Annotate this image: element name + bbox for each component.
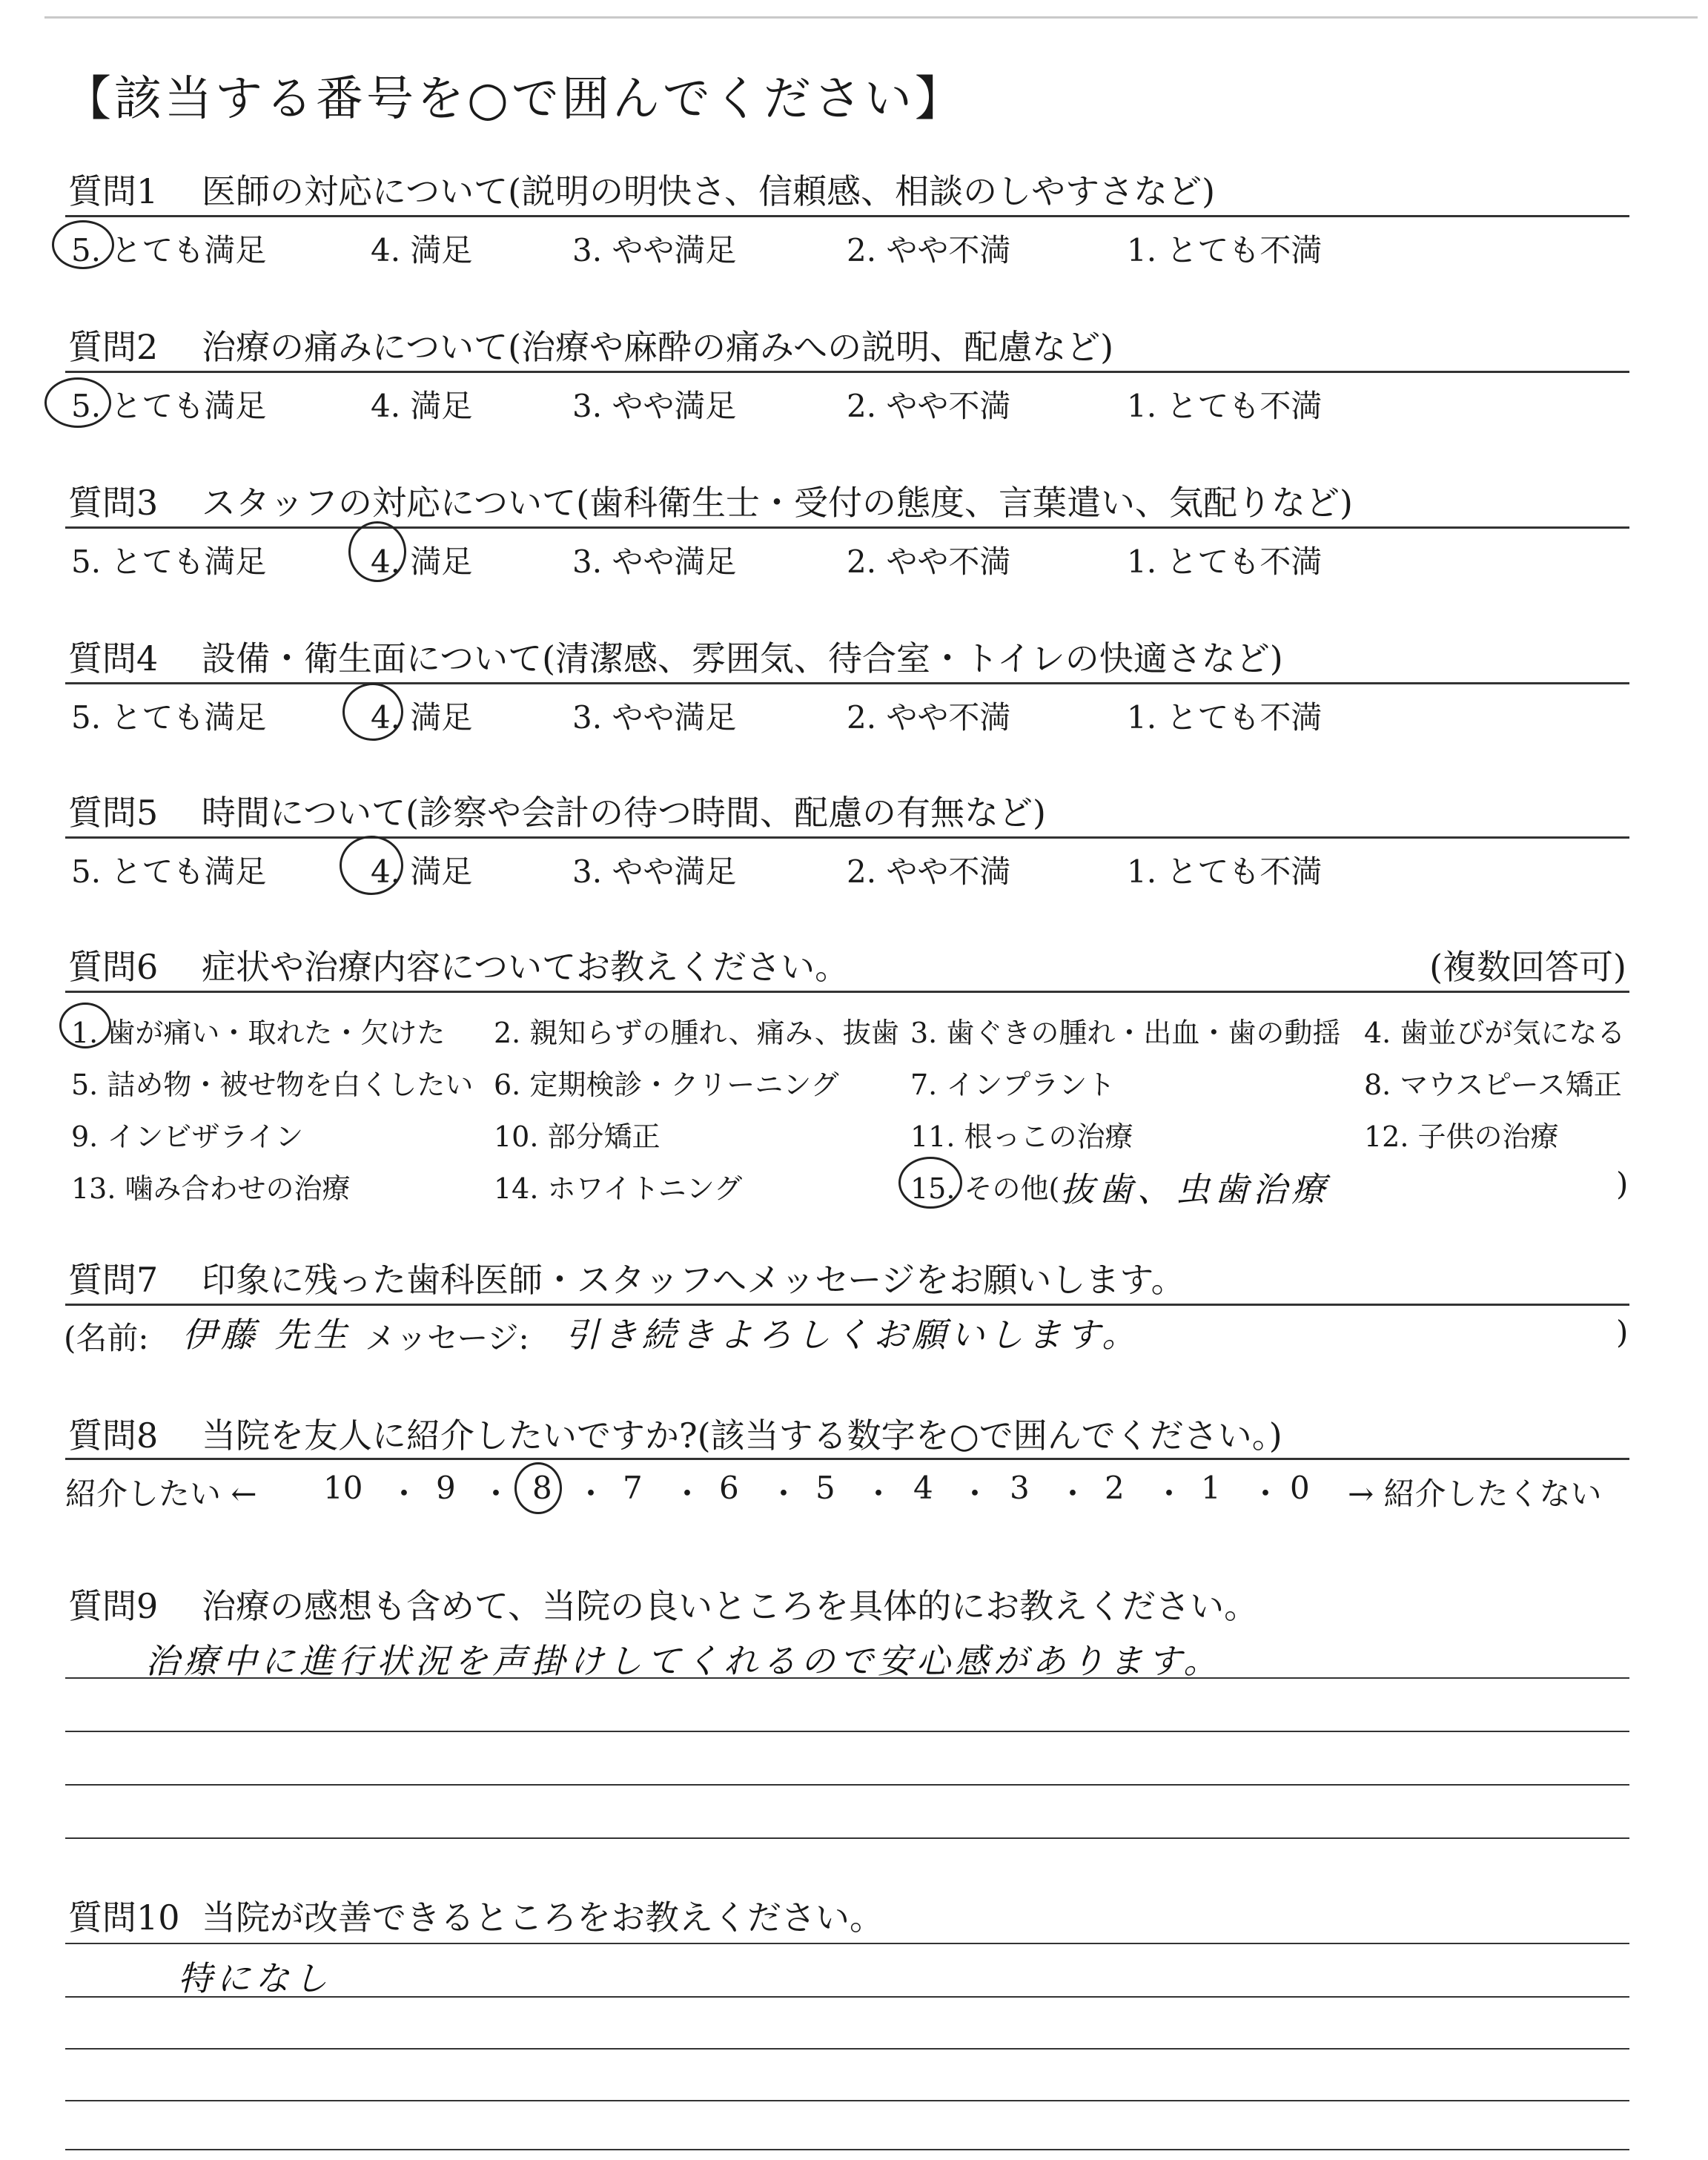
question-number: 質問1 bbox=[68, 171, 159, 211]
scale-separator: ・ bbox=[1057, 1476, 1089, 1512]
rating-options-q4 bbox=[0, 693, 1708, 738]
answer-line bbox=[65, 1784, 1629, 1786]
question-divider bbox=[65, 682, 1629, 684]
rating-option-5[interactable]: 5. とても満足 bbox=[71, 699, 267, 736]
answer-line bbox=[65, 2149, 1629, 2150]
scale-value-2[interactable]: 2 bbox=[1105, 1470, 1125, 1506]
rating-options-q5 bbox=[0, 848, 1708, 892]
question-divider bbox=[65, 526, 1629, 529]
question-divider bbox=[65, 1458, 1629, 1460]
rating-option-3[interactable]: 3. やや満足 bbox=[572, 544, 737, 580]
rating-option-4[interactable]: 4. 満足 bbox=[371, 853, 473, 890]
symptom-option-15[interactable]: 15. その他( bbox=[910, 1172, 1060, 1205]
question-text: スタッフの対応について(歯科衛生士・受付の態度、言葉遣い、気配りなど) bbox=[202, 483, 1353, 523]
question-text: 設備・衛生面について(清潔感、雰囲気、待合室・トイレの快適さなど) bbox=[202, 638, 1283, 678]
symptom-option-3[interactable]: 3. 歯ぐきの腫れ・出血・歯の動揺 bbox=[910, 1017, 1341, 1049]
symptom-option-11[interactable]: 11. 根っこの治療 bbox=[910, 1120, 1133, 1153]
question-divider bbox=[65, 215, 1629, 217]
question-text: 医師の対応について(説明の明快さ、信頼感、相談のしやすさなど) bbox=[202, 171, 1216, 211]
symptom-option-14[interactable]: 14. ホワイトニング bbox=[494, 1172, 743, 1205]
scale-right-label: → 紹介したくない bbox=[1348, 1476, 1602, 1512]
symptom-option-7[interactable]: 7. インプラント bbox=[910, 1069, 1116, 1101]
symptom-option-4[interactable]: 4. 歯並びが気になる bbox=[1364, 1017, 1626, 1049]
message-close-paren: ) bbox=[1616, 1314, 1629, 1350]
question-number: 質問10 bbox=[68, 1898, 180, 1938]
rating-option-5[interactable]: 5. とても満足 bbox=[71, 544, 267, 580]
selection-circle bbox=[348, 521, 406, 582]
question-4 bbox=[68, 632, 1625, 676]
question-text: 時間について(診察や会計の待つ時間、配慮の有無など) bbox=[202, 793, 1046, 833]
rating-option-4[interactable]: 4. 満足 bbox=[371, 232, 473, 268]
name-value: 伊藤 先生 bbox=[182, 1315, 352, 1355]
scale-separator: ・ bbox=[863, 1476, 895, 1512]
question-number: 質問3 bbox=[68, 483, 159, 523]
other-handwritten-answer: 抜歯、虫歯治療 bbox=[1060, 1169, 1330, 1209]
rating-option-1[interactable]: 1. とても不満 bbox=[1127, 388, 1323, 424]
question-number: 質問8 bbox=[68, 1416, 159, 1456]
scale-value-5[interactable]: 5 bbox=[815, 1470, 835, 1506]
symptom-option-10[interactable]: 10. 部分矯正 bbox=[494, 1120, 661, 1153]
question-text: 治療の感想も含めて、当院の良いところを具体的にお教えください。 bbox=[202, 1586, 1259, 1626]
answer-line bbox=[65, 1837, 1629, 1839]
message-value: 引き続きよろしくお願いします。 bbox=[565, 1315, 1141, 1355]
rating-option-5[interactable]: 5. とても満足 bbox=[71, 853, 267, 890]
selection-circle bbox=[342, 683, 403, 741]
rating-option-5[interactable]: 5. とても満足 bbox=[71, 232, 267, 268]
symptom-option-6[interactable]: 6. 定期検診・クリーニング bbox=[494, 1069, 839, 1101]
question-number: 質問2 bbox=[68, 327, 159, 367]
question-text: 当院が改善できるところをお教えください。 bbox=[202, 1898, 884, 1938]
question-8 bbox=[68, 1409, 1625, 1456]
scale-value-0[interactable]: 0 bbox=[1290, 1470, 1310, 1506]
question-7 bbox=[68, 1253, 1625, 1298]
scale-separator: ・ bbox=[1250, 1476, 1282, 1512]
symptom-option-1[interactable]: 1. 歯が痛い・取れた・欠けた bbox=[71, 1017, 446, 1049]
scale-separator: ・ bbox=[768, 1476, 800, 1512]
symptom-option-12[interactable]: 12. 子供の治療 bbox=[1364, 1120, 1559, 1153]
rating-option-3[interactable]: 3. やや満足 bbox=[572, 232, 737, 268]
rating-option-4[interactable]: 4. 満足 bbox=[371, 699, 473, 736]
question-10 bbox=[68, 1891, 1625, 1938]
symptom-option-5[interactable]: 5. 詰め物・被せ物を白くしたい bbox=[71, 1069, 474, 1101]
scale-value-4[interactable]: 4 bbox=[913, 1470, 933, 1506]
symptom-option-2[interactable]: 2. 親知らずの腫れ、痛み、抜歯 bbox=[494, 1017, 899, 1049]
scale-value-7[interactable]: 7 bbox=[623, 1470, 643, 1506]
scale-separator: ・ bbox=[672, 1476, 704, 1512]
question-number: 質問9 bbox=[68, 1586, 159, 1626]
scale-separator: ・ bbox=[1153, 1476, 1185, 1512]
rating-option-2[interactable]: 2. やや不満 bbox=[847, 853, 1011, 890]
selection-circle bbox=[44, 377, 111, 428]
page-title: 【該当する番号を○で囲んでください】 bbox=[64, 72, 965, 127]
good-points-answer: 治療中に進行状況を声掛けしてくれるので安心感があります。 bbox=[145, 1641, 1222, 1681]
scale-value-8[interactable]: 8 bbox=[532, 1470, 552, 1506]
scale-value-1[interactable]: 1 bbox=[1201, 1470, 1221, 1506]
question-text: 治療の痛みについて(治療や麻酔の痛みへの説明、配慮など) bbox=[202, 327, 1114, 367]
question-2 bbox=[68, 320, 1625, 365]
question-divider bbox=[65, 991, 1629, 993]
selection-circle bbox=[340, 836, 403, 895]
scale-separator: ・ bbox=[480, 1476, 512, 1512]
answer-line bbox=[65, 2100, 1629, 2101]
rating-option-1[interactable]: 1. とても不満 bbox=[1127, 853, 1323, 890]
rating-option-2[interactable]: 2. やや不満 bbox=[847, 232, 1011, 268]
name-label: (名前: bbox=[64, 1320, 149, 1356]
rating-option-3[interactable]: 3. やや満足 bbox=[572, 853, 737, 890]
rating-option-3[interactable]: 3. やや満足 bbox=[572, 388, 737, 424]
answer-line bbox=[65, 1677, 1629, 1679]
rating-option-1[interactable]: 1. とても不満 bbox=[1127, 544, 1323, 580]
multiple-answer-note: (複数回答可) bbox=[1429, 947, 1626, 987]
question-number: 質問7 bbox=[68, 1260, 159, 1300]
rating-option-3[interactable]: 3. やや満足 bbox=[572, 699, 737, 736]
scale-value-10[interactable]: 10 bbox=[323, 1470, 363, 1506]
question-1 bbox=[68, 165, 1625, 209]
rating-option-1[interactable]: 1. とても不満 bbox=[1127, 699, 1323, 736]
symptom-option-8[interactable]: 8. マウスピース矯正 bbox=[1364, 1069, 1622, 1101]
top-border bbox=[44, 16, 1698, 19]
question-divider bbox=[65, 1304, 1629, 1306]
rating-options-q2 bbox=[0, 382, 1708, 426]
rating-option-2[interactable]: 2. やや不満 bbox=[847, 699, 1011, 736]
improvement-answer: 特になし bbox=[178, 1958, 332, 1998]
answer-line bbox=[65, 1943, 1629, 1944]
selection-circle bbox=[514, 1462, 562, 1514]
rating-option-4[interactable]: 4. 満足 bbox=[371, 388, 473, 424]
scale-separator: ・ bbox=[959, 1476, 991, 1512]
selection-circle bbox=[52, 220, 114, 269]
answer-line bbox=[65, 1731, 1629, 1732]
question-3 bbox=[68, 476, 1625, 521]
scale-value-6[interactable]: 6 bbox=[719, 1470, 739, 1506]
rating-option-2[interactable]: 2. やや不満 bbox=[847, 388, 1011, 424]
question-5 bbox=[68, 786, 1625, 833]
rating-option-1[interactable]: 1. とても不満 bbox=[1127, 232, 1323, 268]
rating-option-2[interactable]: 2. やや不満 bbox=[847, 544, 1011, 580]
message-label: メッセージ: bbox=[365, 1320, 529, 1356]
rating-option-4[interactable]: 4. 満足 bbox=[371, 544, 473, 580]
answer-line bbox=[65, 2048, 1629, 2050]
symptom-option-9[interactable]: 9. インビザライン bbox=[71, 1120, 304, 1153]
question-divider bbox=[65, 836, 1629, 839]
scale-value-9[interactable]: 9 bbox=[436, 1470, 456, 1506]
question-divider bbox=[65, 371, 1629, 373]
symptom-option-13[interactable]: 13. 噛み合わせの治療 bbox=[71, 1172, 351, 1205]
question-9 bbox=[68, 1579, 1625, 1624]
recommendation-scale bbox=[0, 1470, 1708, 1514]
rating-options-q1 bbox=[0, 226, 1708, 271]
question-number: 質問6 bbox=[68, 947, 159, 987]
question-text: 印象に残った歯科医師・スタッフへメッセージをお願いします。 bbox=[202, 1260, 1185, 1300]
rating-options-q3 bbox=[0, 538, 1708, 582]
selection-circle bbox=[59, 1003, 111, 1048]
selection-circle bbox=[898, 1157, 962, 1209]
question-text: 症状や治療内容についてお教えください。 bbox=[202, 947, 850, 987]
question-number: 質問4 bbox=[68, 638, 159, 678]
other-close-paren: ) bbox=[1616, 1166, 1629, 1202]
scale-separator: ・ bbox=[388, 1476, 420, 1512]
question-text: 当院を友人に紹介したいですか?(該当する数字を○で囲んでください。) bbox=[202, 1416, 1282, 1456]
scale-value-3[interactable]: 3 bbox=[1010, 1470, 1030, 1506]
scale-left-label: 紹介したい ← bbox=[65, 1476, 257, 1512]
question-6 bbox=[68, 940, 1625, 985]
answer-line bbox=[65, 1996, 1629, 1998]
question-number: 質問5 bbox=[68, 793, 159, 833]
scale-separator: ・ bbox=[575, 1476, 607, 1512]
rating-option-5[interactable]: 5. とても満足 bbox=[71, 388, 267, 424]
